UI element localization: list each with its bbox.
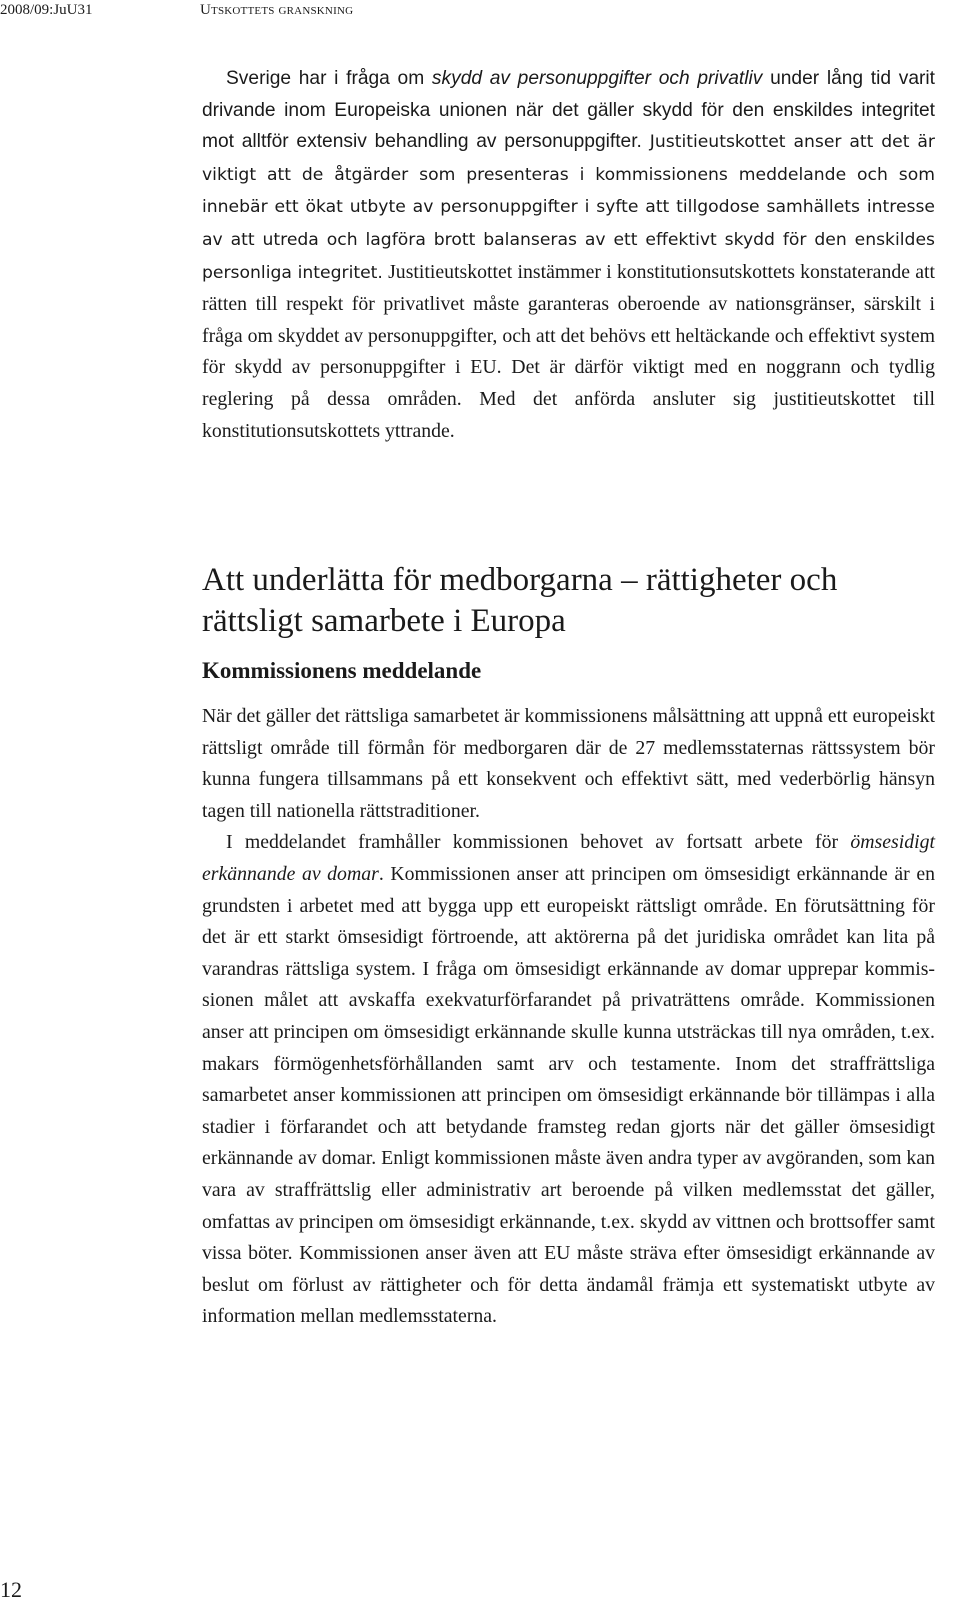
paragraph-italic-phrase: ömsesidigt erkännande av domar <box>202 831 935 885</box>
page-number: 12 <box>0 1577 22 1602</box>
opening-paragraph <box>202 63 935 447</box>
running-section-title: Utskottets granskning <box>200 2 354 18</box>
section-body <box>202 701 935 1333</box>
section-title: Att underlätta för medborgarna – rättigheter och rättsligt samarbete i Europa <box>202 562 838 639</box>
section-heading-block <box>202 560 935 686</box>
intro-text: Sverige har i fråga om skydd av personuppgifter och privatliv under lång tid varit drivande inom Europeiska unionen när det gäller skydd för den enskildes integritet mot alltför extensiv behandling av personuppgifter. <box>202 68 935 153</box>
document-code: 2008/09:JuU31 <box>0 2 93 18</box>
opening-paragraph-block <box>202 63 935 447</box>
section-paragraph-1: När det gäller det rättsliga samarbetet är kommissionens målsättning att uppnå ett europeiskt rättsligt område till förmån för medborgaren där de 27 medlemsstaternas rättssystem bör kunna fungera tillsammans på ett konsekvent och effektivt sätt, med vederbörlig hänsyn tagen till nationella rättstraditioner. <box>202 705 935 822</box>
subsection-title: Kommissionens meddelande <box>202 658 482 683</box>
mixed-font-text: Justitieutskottet anser att det är viktigt att de åtgärder som presenteras i kommissionens meddelande och som innebär ett ökat utbyte av personuppgifter i syfte att tillgodose samhällets intresse av att utreda och lagföra brott balanseras av ett effektivt skydd för den enskildes personliga integritet. <box>202 132 935 283</box>
intro-italic-phrase: skydd av personuppgifter och privatliv <box>431 68 763 89</box>
section-paragraph-2: I meddelandet framhåller kommissionen behovet av fortsatt arbete för ömsesidigt erkännande av domar. Kommissionen anser att principen om ömsesidigt erkännande är en grundsten i arbetet med att bygga upp ett europeiskt rättsligt område. En förutsättning för det är ett starkt ömsesidigt förtroende, att aktörerna på det juridiska området kan lita på varandras rättsliga system. I fråga om ömsesidigt erkännande av domar upprepar kommissionen målet att avskaffa exekvaturförfarandet på privaträttens område. Kommissionen anser att principen om ömsesidigt erkännande skulle kunna utsträckas till nya områden, t.ex. makars förmögenhetsförhållanden samt arv och testamente. Inom det straffrättsliga samarbetet anser kommissionen att principen om ömsesidigt erkännande bör tillämpas i alla stadier i förfarandet och att betydande framsteg redan gjorts när det gäller ömsesidigt erkännande av domar. Enligt kommissionen måste även andra typer av avgöranden, som kan vara av straffrättslig eller administrativ art beroende på vilken medlemsstat det gäller, omfattas av principen om ömsesidigt erkännande, t.ex. skydd av vittnen och brottsoffer samt vissa böter. Kommissionen anser även att EU måste sträva efter ömsesidigt erkännande av beslut om förlust av rättigheter och för detta ändamål främja ett systematiskt utbyte av information mellan medlemsstaterna. <box>202 831 935 1328</box>
closing-text: Justitieutskottet instämmer i konstitutionsutskottets konstaterande att rätten till respekt för privatlivet måste garanteras oberoende av nationsgränser, särskilt i fråga om skyddet av personuppgifter, och att det behövs ett heltäckande och effektivt system för skydd av personuppgifter i EU. Det är därför viktigt med en noggrann och tydlig reglering på dessa områden. Med det anförda ansluter sig justitieutskottet till konstitutionsutskottets yttrande. <box>202 260 935 442</box>
